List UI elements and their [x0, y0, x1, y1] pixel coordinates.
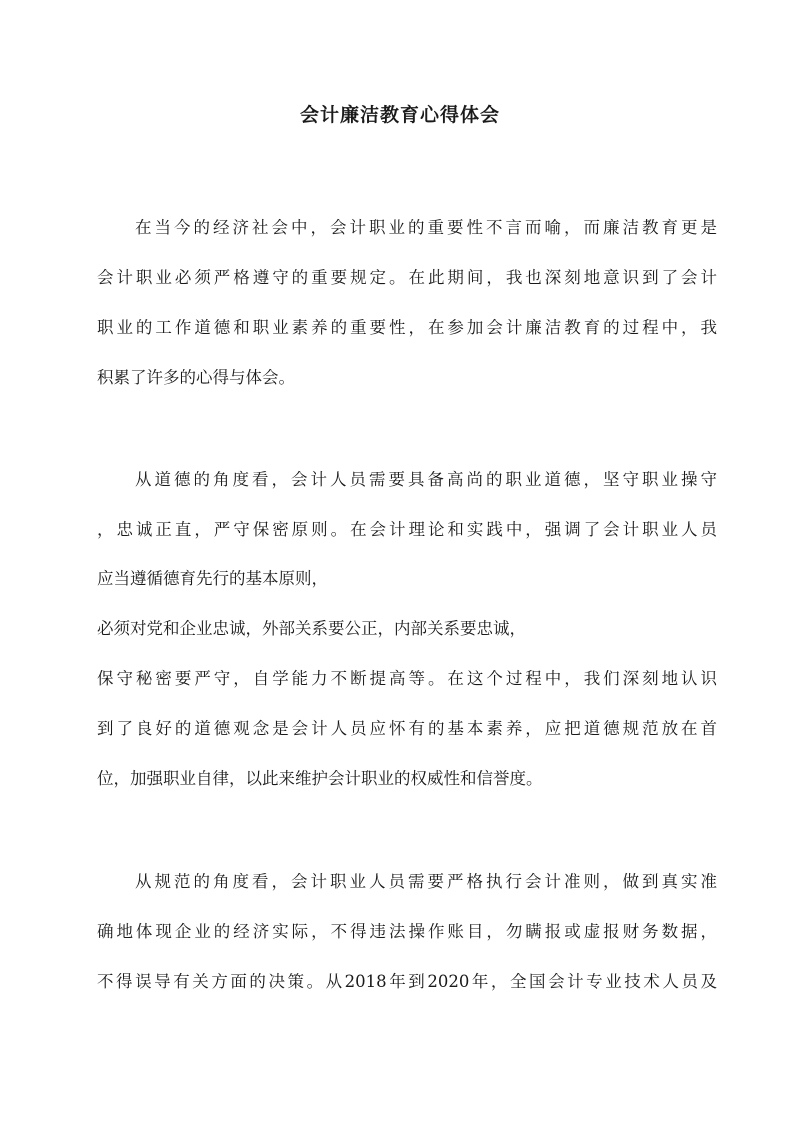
- paragraph-2-line-4: 必须对党和企业忠诚，外部关系要公正，内部关系要忠诚，: [97, 619, 526, 638]
- paragraph-2-line-2: ，忠诚正直，严守保密原则。在会计理论和实践中，强调了会计职业人员: [97, 520, 717, 539]
- paragraph-1-line-2: 会计职业必须严格遵守的重要规定。在此期间，我也深刻地意识到了会计: [97, 268, 717, 287]
- document-title: 会计廉洁教育心得体会: [299, 104, 500, 126]
- paragraph-1-line-3: 职业的工作道德和职业素养的重要性，在参加会计廉洁教育的过程中，我: [97, 318, 717, 337]
- paragraph-1-line-4: 积累了许多的心得与体会。: [97, 368, 295, 387]
- paragraph-2-line-7: 位，加强职业自律，以此来维护会计职业的权威性和信誉度。: [97, 769, 543, 788]
- paragraph-3-line-1: 从规范的角度看，会计职业人员需要严格执行会计准则，做到真实准: [135, 872, 717, 891]
- paragraph-3-line-3: 不得误导有关方面的决策。从2018年到2020年，全国会计专业技术人员及: [97, 972, 717, 991]
- paragraph-2-line-6: 到了良好的道德观念是会计人员应怀有的基本素养，应把道德规范放在首: [97, 719, 717, 738]
- paragraph-2-line-3: 应当遵循德育先行的基本原则，: [97, 569, 328, 588]
- paragraph-2-line-1: 从道德的角度看，会计人员需要具备高尚的职业道德，坚守职业操守: [135, 470, 717, 489]
- paragraph-3-line-2: 确地体现企业的经济实际，不得违法操作账目，勿瞒报或虚报财务数据，: [97, 922, 717, 941]
- paragraph-2-line-5: 保守秘密要严守，自学能力不断提高等。在这个过程中，我们深刻地认识: [97, 669, 717, 688]
- paragraph-1-line-1: 在当今的经济社会中，会计职业的重要性不言而喻，而廉洁教育更是: [135, 218, 717, 237]
